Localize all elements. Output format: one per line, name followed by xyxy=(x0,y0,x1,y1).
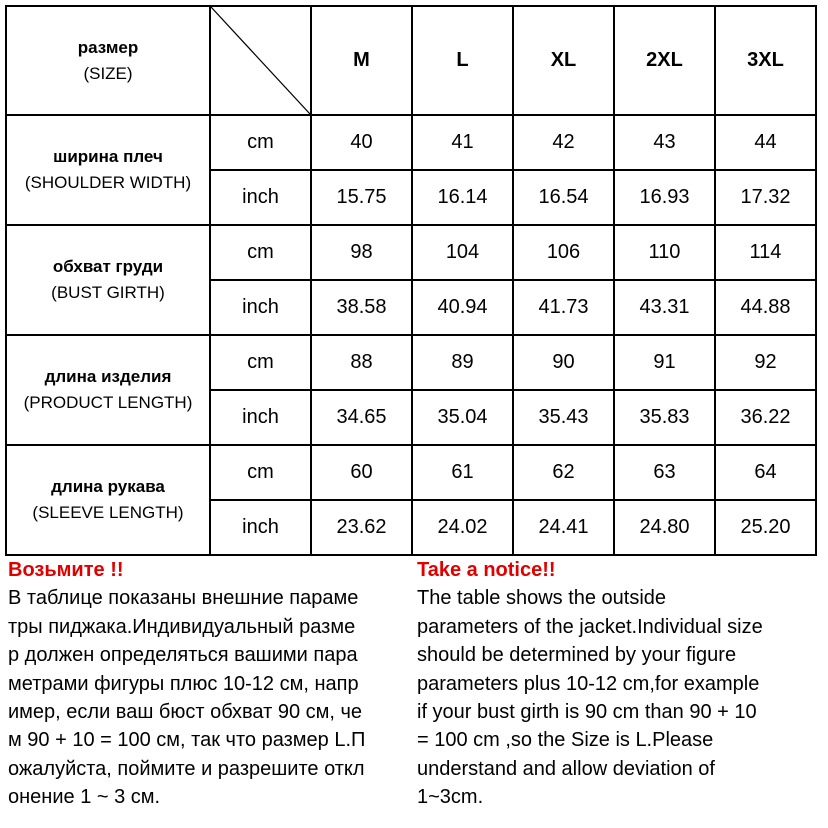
notice-line: ожалуйста, поймите и разрешите откл xyxy=(8,757,365,780)
parameter-name-ru: обхват груди xyxy=(52,257,164,276)
measurement-value: 110 xyxy=(614,225,715,280)
size-label-cell xyxy=(412,6,513,115)
notice-title-en: Take a notice!! xyxy=(417,559,556,581)
measurement-value: 15.75 xyxy=(311,170,412,225)
unit-cell: inch xyxy=(210,280,311,335)
measurement-value: 24.80 xyxy=(614,500,715,555)
parameter-cell xyxy=(6,115,210,225)
measurement-value: 60 xyxy=(311,445,412,500)
measurement-value: 16.54 xyxy=(513,170,614,225)
measurement-value: 106 xyxy=(513,225,614,280)
size-label: 3XL xyxy=(747,49,784,71)
measurement-value: 91 xyxy=(614,335,715,390)
size-label-cell xyxy=(614,6,715,115)
measurement-value: 36.22 xyxy=(715,390,816,445)
measurement-value: 34.65 xyxy=(311,390,412,445)
measurement-value: 90 xyxy=(513,335,614,390)
parameter-name-en: (PRODUCT LENGTH) xyxy=(23,393,193,412)
size-chart-table xyxy=(5,5,817,556)
size-header-ru: размер xyxy=(77,37,139,57)
unit-cell: cm xyxy=(210,335,311,390)
measurement-value: 17.32 xyxy=(715,170,816,225)
measurement-value: 41.73 xyxy=(513,280,614,335)
diagonal-line xyxy=(211,7,310,114)
measurement-value: 88 xyxy=(311,335,412,390)
table-row xyxy=(6,335,816,390)
measurement-value: 24.02 xyxy=(412,500,513,555)
measurement-value: 98 xyxy=(311,225,412,280)
measurement-value: 92 xyxy=(715,335,816,390)
measurement-value: 114 xyxy=(715,225,816,280)
notice-text-ru xyxy=(8,584,410,811)
measurement-value: 104 xyxy=(412,225,513,280)
parameter-name-ru: длина изделия xyxy=(44,367,172,386)
size-header-en: (SIZE) xyxy=(83,63,133,83)
measurement-value: 64 xyxy=(715,445,816,500)
measurement-value: 44 xyxy=(715,115,816,170)
parameter-name-ru: ширина плеч xyxy=(53,147,163,166)
size-label-cell xyxy=(513,6,614,115)
notice-line: тры пиджака.Индивидуальный разме xyxy=(8,615,356,638)
parameter-name-en: (BUST GIRTH) xyxy=(51,283,165,302)
unit-cell: cm xyxy=(210,445,311,500)
notice-line: метрами фигуры плюс 10-12 см, напр xyxy=(8,672,359,695)
measurement-value: 38.58 xyxy=(311,280,412,335)
measurement-value: 43 xyxy=(614,115,715,170)
size-label: L xyxy=(456,49,469,71)
unit-cell: inch xyxy=(210,170,311,225)
unit-cell: cm xyxy=(210,115,311,170)
unit-cell: inch xyxy=(210,500,311,555)
measurement-value: 40 xyxy=(311,115,412,170)
size-label-cell xyxy=(715,6,816,115)
table-row xyxy=(6,445,816,500)
measurement-value: 35.83 xyxy=(614,390,715,445)
notice-line: р должен определяться вашими пара xyxy=(8,644,358,667)
measurement-value: 62 xyxy=(513,445,614,500)
notice-english xyxy=(417,556,823,812)
notice-title-ru: Возьмите !! xyxy=(8,559,124,581)
notice-line: should be determined by your figure xyxy=(417,644,737,667)
measurement-value: 43.31 xyxy=(614,280,715,335)
unit-cell: cm xyxy=(210,225,311,280)
measurement-value: 35.43 xyxy=(513,390,614,445)
notice-line: parameters plus 10-12 cm,for example xyxy=(417,672,760,695)
table-header-row xyxy=(6,6,816,115)
table-row xyxy=(6,225,816,280)
notice-line: м 90 + 10 = 100 см, так что размер L.П xyxy=(8,729,366,752)
notice-russian xyxy=(8,556,410,812)
parameter-name-en: (SLEEVE LENGTH) xyxy=(32,503,184,522)
measurement-value: 44.88 xyxy=(715,280,816,335)
measurement-value: 63 xyxy=(614,445,715,500)
measurement-value: 23.62 xyxy=(311,500,412,555)
notice-line: онение 1 ~ 3 см. xyxy=(8,786,161,809)
notice-line: understand and allow deviation of xyxy=(417,757,715,780)
notice-text-en xyxy=(417,584,823,811)
measurement-value: 16.14 xyxy=(412,170,513,225)
measurement-value: 16.93 xyxy=(614,170,715,225)
measurement-value: 24.41 xyxy=(513,500,614,555)
parameter-name-ru: длина рукава xyxy=(51,477,165,496)
size-header-cell xyxy=(6,6,210,115)
notice-line: имер, если ваш бюст обхват 90 см, че xyxy=(8,701,363,724)
notice-line: 1~3cm. xyxy=(417,786,484,809)
notice-line: parameters of the jacket.Individual size xyxy=(417,615,763,638)
measurement-value: 89 xyxy=(412,335,513,390)
measurement-value: 35.04 xyxy=(412,390,513,445)
notice-line: The table shows the outside xyxy=(417,587,667,610)
measurement-value: 40.94 xyxy=(412,280,513,335)
notice-line: if your bust girth is 90 cm than 90 + 10 xyxy=(417,701,757,724)
measurement-value: 41 xyxy=(412,115,513,170)
parameter-cell xyxy=(6,335,210,445)
size-label: 2XL xyxy=(646,49,683,71)
notice-line: В таблице показаны внешние параме xyxy=(8,587,359,610)
parameter-cell xyxy=(6,225,210,335)
notice-line: = 100 cm ,so the Size is L.Please xyxy=(417,729,714,752)
size-label: M xyxy=(353,49,370,71)
size-label: XL xyxy=(550,49,577,71)
unit-cell: inch xyxy=(210,390,311,445)
parameter-name-en: (SHOULDER WIDTH) xyxy=(24,173,192,192)
diagonal-corner-cell xyxy=(210,6,311,115)
size-label-cell xyxy=(311,6,412,115)
measurement-value: 61 xyxy=(412,445,513,500)
parameter-cell xyxy=(6,445,210,555)
measurement-value: 42 xyxy=(513,115,614,170)
measurement-value: 25.20 xyxy=(715,500,816,555)
table-row xyxy=(6,115,816,170)
